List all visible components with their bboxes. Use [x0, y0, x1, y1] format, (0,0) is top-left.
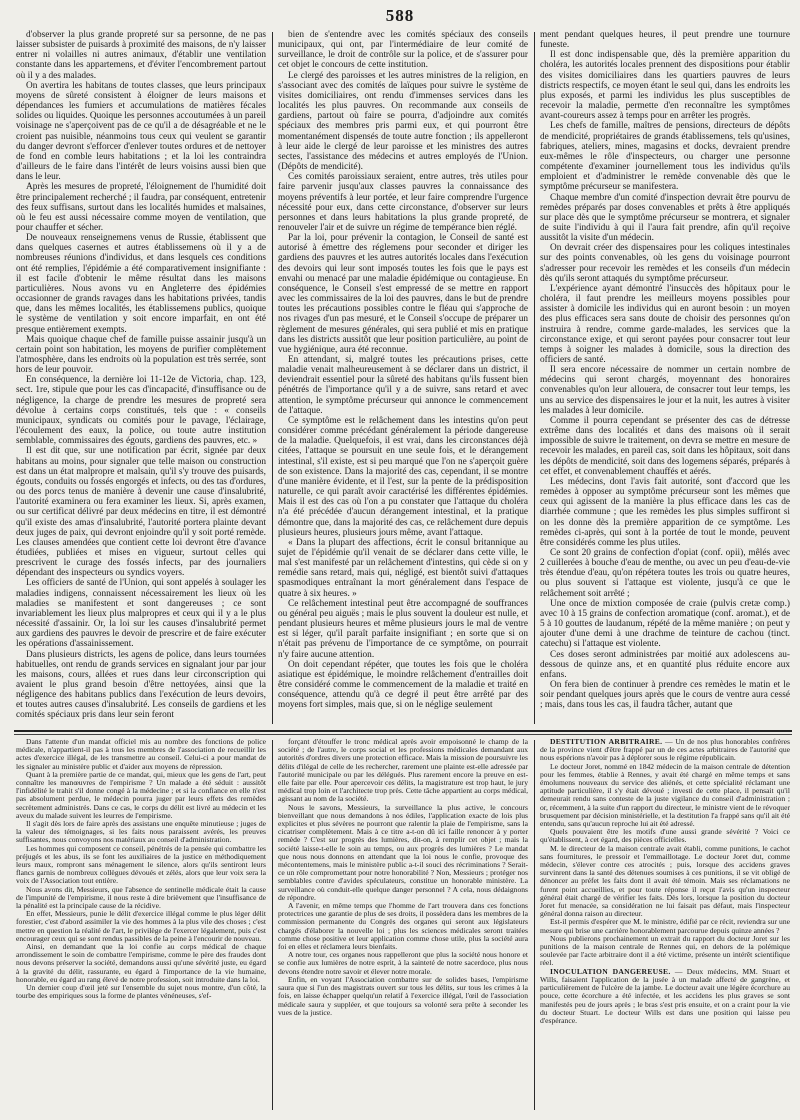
paragraph: A notre tour, ces organes nous rappelleront que plus la société nous honore et se confie aux lumières de notre esprit, à la sainteté de notre sacerdoce, plus nous devons étendre notre savoir et élever notre morale. — [278, 950, 528, 976]
paragraph: forçant d'étouffer le tronc médical après avoir empoisonné le champ de la société ; de l'autre, le corps social et les professions médicales demandant aux autorités d'ordres divers une protection efficace. Mais la mission de poursuivre les délits d'ilégal de celle de les rechercher, rarement une plainte est-elle adressée par l'autorité municipale ou par les délégués. Plus rarement encore la preuve en est-elle faite par elle. Pour apercevoir ces délits, la magistrature est trop haut, le jury médical trop loin et l'architecte trop près. Cette tâche appartient au corps médical, agissant au nom de la société. — [278, 738, 528, 804]
paragraph: On avertira les habitans de toutes classes, que leurs principaux moyens de sûreté consistent à éloigner de leurs maisons et dépendances les fumiers et accumulations de matières fécales solides ou liquides. Quoique les personnes accoutumées à un pareil voisinage ne s'aperçoivent pas de ce qu'il a de désagréable et ne le croient pas nuisible, néanmoins tous ceux qui veulent se garantir du danger devront s'efforcer d'enlever toutes ordures et de nettoyer de fond en comble leurs habitations ; et la loi les contraindra d'ailleurs de le faire dans l'intérêt de leurs voisins aussi bien que dans le leur. — [16, 80, 266, 183]
paragraph: On devrait créer des dispensaires pour les coliques intestinales sur des points convenables, où les gens du voisinage pourront s'adresser pour recevoir les remèdes et les conseils d'un médecin dès qu'ils seront attaqués du symptôme précurseur. — [540, 243, 790, 284]
paragraph: Nous publierons prochainement un extrait du rapport du docteur Joret sur les punitions de la maison centrale de Rennes qui, en dehors de la polémique soulevée par l'acte arbitraire dont il a été victime, présente un intérêt scientifique réel. — [540, 933, 790, 968]
paragraph: En effet, Messieurs, punie le délit d'exercice illégal comme le plus léger délit forestier, c'est d'abord assimiler la vie des hommes à la plus vile des choses ; c'est mettre en question la réalité de l'art, le privilège de l'exercer légalement, puis c'est encourager ceux qui se sont rendus passibles de la peine à l'encourir de nouveau. — [16, 909, 266, 943]
paragraph: L'expérience ayant démontré l'insuccès des hôpitaux pour le choléra, il faut prendre les meilleurs moyens possibles pour assister à domicile les individus qui en auront besoin : un moyen des plus efficaces sera sans doute de choisir des personnes qu'on instruira à rendre, comme garde-malades, les services que la circonstance exige, et qui seront payées pour consacrer tout leur temps à soigner les malades à domicile, sous la direction des officiers de santé. — [540, 283, 790, 365]
paragraph: On doit cependant répéter, que toutes les fois que le choléra asiatique est épidémique, le moindre relâchement d'entrailles doit être considéré comme le commencement de la maladie et traité en conséquence, attendu qu'à ce degré il peut être arrêté par des moyens fort simples, mais que, si on le néglige seulement — [278, 659, 528, 711]
paragraph: Nous le savons, Messieurs, la surveillance la plus active, le concours bienveillant que nous demandons à nos édiles, l'application exacte de lois plus explicites et plus sévères ne pourront que ralentir la plaie de l'empirisme, sans la cicatriser complètement. Mais à ce titre a-t-on dû ici faille renoncer à y porter remède ? C'est sur progrès des lumières, dit-on, à remplir cet objet ; mais la société laisse-t-elle le soin au temps, ou aux progrès des lumières ? Le mandat que nous nous donnons en attendant que la loi nous le confie, provoque des mécontentemens, mais le ministère public a-t-il souci des récriminations ? Serait-ce un rôle compromettant pour notre honorabilité ? Non, Messieurs ; protéger nos semblables contre d'avides spéculateurs, constitue un honorable ministère. La surveillance où conduit-elle quelque danger personnel ? A cela, nous dédaignons de répondre. — [278, 802, 528, 902]
news-item-destitution — [540, 738, 790, 763]
column-divider — [272, 740, 273, 1110]
paragraph: On fera bien de continuer à prendre ces remèdes le matin et le soir pendant quelques jours après que le cours de ventre aura cessé ; mais, dans tous les cas, il faudra tâcher, autant que — [540, 680, 790, 711]
page-number: 588 — [385, 6, 415, 25]
paragraph: En conséquence, la dernière loi 11-12e de Victoria, chap. 123, sect. 1re, stipule que pour les cas d'incapacité, d'insuffisance ou de négligence, la charge de prendre les mesures de propreté sera dévolue à certains corps constitués, tels que : « conseils municipaux, syndicats ou comités pour le pavage, l'éclairage, l'écoulement des eaux, la police, ou toute autre institution semblable, commissaires des égouts, gardiens des pauvres, etc. » — [16, 375, 266, 447]
paragraph: Chaque membre d'un comité d'inspection devrait être pourvu de remèdes préparés par doses convenables et prêts à être appliqués sur place dès que le symptôme précurseur se montrera, et signaler de suite l'individu à qui il l'aura fait prendre, afin qu'il reçoive aussitôt la visite d'un médecin. — [540, 192, 790, 244]
paragraph: — Un de nos plus honorables confrères de la province vient d'être frappé par un de ces actes arbitraires de l'autorité que nous espérions n'avoir pas à déplorer sous le régime républicain. — [540, 738, 790, 763]
news-item-inoculation — [540, 968, 790, 1025]
paragraph: Les chefs de famille, maîtres de pensions, directeurs de dépôts de mendicité, propriétaires de grands établissemens, tels qu'usines, fabriques, ateliers, mines, magasins et docks, devraient prendre eux-mêmes le rôle d'inspecteurs, ou charger une personne compétente d'examiner journellement tous les individus qu'ils emploient et d'administrer le remède convenable dès que le symptôme précurseur se manifestera. — [540, 121, 790, 193]
paragraph: ment pendant quelques heures, il peut prendre une tournure funeste. — [540, 30, 790, 51]
paragraph: Les médecins, dont l'avis fait autorité, sont d'accord que les remèdes à opposer au symptôme précurseur sont les mêmes que ceux qui agissent de la manière la plus efficace dans les cas de diarrhée commune ; que les remèdes les plus simples suffiront si on les donne dès la première apparition de ce symptôme. Les remèdes ci-après, qui sont à la portée de tout le monde, peuvent être considérés comme les plus utiles. — [540, 476, 790, 548]
section-separator-thin — [14, 734, 792, 735]
paragraph: Est-il permis d'espérer que M. le ministre, édifié par ce récit, reviendra sur une mesure qui brise une carrière honorablement parcourue depuis quinze années ? — [540, 917, 790, 935]
column-divider — [534, 32, 535, 724]
paragraph: Comme il pourra cependant se présenter des cas de détresse extrême dans des localités et dans des maisons où il serait impossible de suivre le traitement, on devra se mettre en mesure de recevoir les malades, en pareil cas, soit dans les hôpitaux, soit dans les dépôts de mendicité, soit dans des logemens séparés, préparés à cet effet, et convenablement chauffés et aérés. — [540, 415, 790, 477]
paragraph: Il est donc indispensable que, dès la première apparition du choléra, les autorités locales prennent des dispositions pour établir des visites domiciliaires dans les quartiers pauvres de leurs districts respectifs, ce moyen étant le seul qui, dans les endroits les plus exposés, et parmi les individus les plus susceptibles de recevoir la maladie, permette d'en reconnaître les symptômes avant-coureurs assez à temps pour en arrêter les progrès. — [540, 50, 790, 122]
paragraph: Ce sont 20 grains de confection d'opiat (conf. opii), mêlés avec 2 cuillerées à bouche d'eau de menthe, ou avec un peu d'eau-de-vie très étendue d'eau, qu'on répétera toutes les trois ou quatre heures, ou plus souvent si l'attaque est violente, jusqu'à ce que le relâchement soit arrêté ; — [540, 547, 790, 599]
paragraph: « Dans la plupart des affections, écrit le consul britannique au sujet de l'épidémie qu'il venait de se déclarer dans cette ville, le mal s'est manifesté par un relâchement d'intestins, qui cède si on y remédie sans retard, mais qui, négligé, est bientôt suivi d'attaques spasmodiques entraînant la mort généralement dans l'espace de quatre à six heures. » — [278, 537, 528, 599]
paragraph: Un dernier coup d'œil jeté sur l'ensemble du sujet nous montre, d'un côté, la tourbe des empiriques sous la forme de plantes vénéneuses, s'ef- — [16, 983, 266, 1001]
paragraph: En attendant, si, malgré toutes les précautions prises, cette maladie venait malheureusement à se déclarer dans un district, il deviendrait essentiel pour la sûreté des habitans qu'ils fussent bien pénétrés de l'importance qu'il y a de suivre, sans retard et avec attention, le symptôme précurseur qui annonce le commencement de l'attaque. — [278, 355, 528, 416]
column-divider — [272, 32, 273, 724]
paragraph: M. le directeur de la maison centrale avait établi, comme punitions, le cachot sans fournitures, le pressoir et l'emmaillotage. Le docteur Joret dut, comme médecin, s'élever contre ces atrocités ; puis, lorsque des accidens graves survinrent dans la santé des détenues soumises à ces punitions, il se vit obligé de dénoncer au préfet les faits dont il avait été témoin. Mais ses réclamations ne furent point accueillies, et pour toute réponse il reçut l'avis qu'un inspecteur général était chargé de vérifier les faits. Dès lors, lorsque la position du docteur Joret fut menacée, sa considération ne lui faisait pas défaut, mais l'inspecteur général donna raison au directeur. — [540, 843, 790, 919]
paragraph: Une once de mixtion composée de craie (pulvis cretæ comp.) avec 10 à 15 grains de confection aromatique (conf. aromat.), et de 5 à 10 gouttes de laudanum, répété de la même manière ; on peut y ajouter d'une demi à une drachme de teinture de cachou (tinct. catechu) si l'attaque est violente. — [540, 598, 790, 650]
paragraph: Dans l'attente d'un mandat officiel mis au nombre des fonctions de police médicale, n'appartient-il pas à tous les membres de l'association de recueillir les actes d'exercice illégal, de les transmettre au conseil. Celui-ci a pour mandat de les signaler au ministère public et d'aider aux moyens de répression. — [16, 738, 266, 771]
paragraph: Mais quoique chaque chef de famille puisse assainir jusqu'à un certain point son habitation, les moyens de purifier complètement l'atmosphère, dans les endroits où la population est très serrée, sont hors de leur pouvoir. — [16, 334, 266, 376]
paragraph: Ce symptôme est le relâchement dans les intestins qu'on peut considérer comme précédant généralement la période dangereuse de la maladie. Quelquefois, il est vrai, dans les circonstances déjà citées, l'attaque se poursuit en une seule fois, et le dérangement intestinal, s'il existe, est si peu marqué que l'on ne s'aperçoit guère de son existence. Dans la majorité des cas, cependant, il se montre d'une manière évidente, et il l'est, sur la pente de la prédisposition naturelle, ce qui paraît avoir caractérisé les différentes épidémies. Mais il est des cas où l'on a pu constater que l'attaque du choléra n'a été précédée d'aucun dérangement intestinal, et la pratique démontre que, dans la majorité des cas, ce relâchement dure depuis plusieurs heures, plusieurs jours même, avant l'attaque. — [278, 415, 528, 538]
paragraph: Il s'agit dès lors de faire après des assistans une enquête minutieuse ; juges de la valeur des témoignages, si les faits nous paraissent avérés, les preuves suffisantes, nous convoyons nos matériaux au conseil d'administration. — [16, 819, 266, 845]
paragraph: Les hommes qui composent ce conseil, pénétrés de la pensée qui combattre les préjugés et les abus, ils se font les auxiliaires de la justice en méthodiquement leurs maux, rompront sans ménagement le silence, alors qu'ils sentiront leurs flancs garnis de nombreux collègues dévoués et zélés, alors que leur voix sera la voix de l'Association tout entière. — [16, 843, 266, 886]
paragraph: Quels pouvaient être les motifs d'une aussi grande sévérité ? Voici ce qu'établissent, à cet égard, des pièces officielles. — [540, 827, 790, 845]
paragraph: Ce relâchement intestinal peut être accompagné de souffrances ou général peu aiguës ; mais le plus souvent la douleur est nulle, et pendant plusieurs heures et même plusieurs jours le mal de ventre est si léger, qu'il paraît parfaite insignifiant ; en sorte que si on n'était pas prévenu de l'importance de ce symptôme, on pourrait n'y faire aucune attention. — [278, 598, 528, 660]
paragraph: bien de s'entendre avec les comités spéciaux des conseils municipaux, qui ont, par l'intermédiaire de leur comité de surveillance, le droit de contrôle sur la police, et de s'assurer pour cet objet le concours de cette institution. — [278, 30, 528, 71]
paragraph: Les officiers de santé de l'Union, qui sont appelés à soulager les maladies indigens, connaissent nécessairement les lieux où les maladies se manifestent et sont dangereuses ; ce sont invariablement les lieux plus malpropres et ceux qui il y a le plus nécessité d'assainir. Or, la loi sur les causes d'insalubrité permet aux gardiens des pauvres le devoir de prescrire et de faire exécuter les opérations d'assainissement. — [16, 578, 266, 650]
lower-column-3 — [540, 738, 790, 1112]
news-heading: DESTITUTION ARBITRAIRE. — [550, 738, 663, 746]
paragraph: Ces doses seront administrées par moitié aux adolescens au-dessous de quinze ans, et en quantité plus réduite encore aux enfans. — [540, 649, 790, 680]
paragraph: Enfin, en voyant l'Association combattre sur de solides bases, l'empirisme saura que si l'un des magistrats ouvert sur tous les délits, sur tous les crimes à la fois, en laisse échapper quelqu'un relatif à l'exercice illégal, l'œil de l'association médicale saura y suppléer, et que toujours sa volonté sera prête à seconder les vues de la justice. — [278, 974, 528, 1017]
paragraph: Après les mesures de propreté, l'éloignement de l'humidité doit être principalement recherché ; il faudra, par conséquent, entretenir des feux suffisans, surtout dans les localités humides et malsaines, où le feu est aussi nécessaire comme moyen de ventilation, que pour chauffer et sécher. — [16, 182, 266, 233]
paragraph: — Deux médecins, MM. Stuart et Wills, faisaient l'application de la jusée à un malade affecté de gangrène, et particulièrement de l'ulcère de la jambe. Le docteur avait une légère écorchure au pouce, cette écorchure a été infectée, et les accidens les plus graves se sont manifestés peu de jours après ; le bras s'est pris ensuite, et on a craint pour la vie du docteur Stuart. Le docteur Wills est dans une position qui laisse peu d'espérance. — [540, 966, 790, 1025]
lower-column-2 — [278, 738, 528, 1112]
paragraph: d'observer la plus grande propreté sur sa personne, de ne pas laisser subsister de puisards à proximité des maisons, de n'y laisser entrer ni volailles ni autres animaux, d'établir une ventilation constante dans les appartemens, et d'éviter l'encombrement partout où il y a des malades. — [16, 30, 266, 81]
paragraph: Il sera encore nécessaire de nommer un certain nombre de médecins qui seront chargés, moyennant des honoraires convenables qu'on leur allouera, de consacrer tout leur temps, les uns au service des dispensaires le jour et la nuit, les autres à visiter les malades à leur domicile. — [540, 365, 790, 416]
paragraph: Ainsi, en demandant que la loi confie au corps médical de chaque arrondissement le soin de combattre l'empirisme, comme le père des fraudes dont nous devons préserver la société, demandons aussi qu'une sévérité juste, eu égard à la gravité du délit, rassurante, eu égard à l'importance de la vie humaine, honorable, eu égard au rang élevé de notre profession, soit introduite dans la loi. — [16, 942, 266, 984]
paragraph: Ces comités paroissiaux seraient, entre autres, très utiles pour faire parvenir jusqu'aux classes pauvres la connaissance des moyens préventifs à leur portée, et leur faire comprendre l'urgence nécessité pour eux, dans cette circonstance, d'observer sur leurs personnes et dans leurs habitations la plus grande propreté, de renouveler l'air et de suivre un régime de tempérance bien réglé. — [278, 172, 528, 233]
paragraph: Par la loi, pour prévenir la contagion, le Conseil de santé est autorisé à émettre des réglemens pour seconder et diriger les gardiens des pauvres et les autres autorités locales dans l'exécution des devoirs qui leur sont imposés toutes les fois que le pays est envahi ou menacé par une maladie épidémique ou contagieuse. En conséquence, le Conseil s'est empressé de se mettre en rapport avec les commissaires de la loi des pauvres, dans le but de prendre toutes les précautions possibles contre le fléau qui s'approche de nos rivages d'un pas mesuré, et le Conseil s'occupe de préparer un règlement de mesures générales, qui sera publié et mis en pratique dans les districts aussitôt que leur position particulière, au point de vue hygiénique, aura été reconnue. — [278, 233, 528, 355]
section-separator — [14, 730, 792, 732]
paragraph: Dans plusieurs districts, les agens de police, dans leurs tournées habituelles, ont rendu de grands services en signalant jour par jour les maisons, cours, allées et rues dans leur circonscription qui avaient le plus grand besoin d'être nettoyées, ainsi que la négligence des habitans publics dans l'exécution de leurs devoirs, et toutes autres causes d'insalubrité. Les conseils de gardiens et les comités spéciaux pris dans leur sein feront — [16, 649, 266, 721]
paragraph: A l'avenir, en même temps que l'homme de l'art trouvera dans ces fonctions protectrices une garantie de plus de ses droits, il possèdera dans les membres de la commission permanente du Congrès des organes qui seront aux législateurs chargés d'élaborer la nouvelle loi ; plus les sciences médicales seront traitées comme chose positive et leur application comme chose utile, plus la société aura foi en elles et réclamera leurs bienfaits. — [278, 901, 528, 952]
paragraph: De nouveaux renseignemens venus de Russie, établissent que dans quelques casernes et autres établissemens où il y a de nombreuses réunions d'individus, et dans lesquels ces conditions ont été remplies, l'épidémie a été comparativement insignifiante : il est facile d'obtenir le même résultat dans les maisons particulières. Nous avons vu en Angleterre des épidémies occasionner de grands ravages dans les habitations privées, tandis que, dans les mêmes localités, les établissemens publics, quoique le système de ventilation y soit encore imparfait, en ont été presque entièrement exempts. — [16, 233, 266, 335]
column-divider — [534, 740, 535, 1110]
upper-column-2 — [278, 30, 528, 726]
upper-column-3 — [540, 30, 790, 726]
paragraph: Le docteur Joret, nommé en 1842 médecin de la maison centrale de détention pour les femmes, établie à Rennes, y avait été chargé en même temps et sans émolumens nouveaux du service des aliénés, et cette spécialité réclamant une aptitude particulière, il s'y était dévoué ; investi de cette place, il pensait qu'il demeurait rendu sans conteste de la juste vigilance du conseil d'administration ; or, récemment, à la suite d'un rapport du directeur, le ministre vient de le révoquer brusquement par décision ministérielle, et la destitution l'a frappé sans qu'il ait été entendu, sans qu'aucun reproche lui ait été adressé. — [540, 761, 790, 829]
paragraph: Il est dit que, sur une notification par écrit, signée par deux habitans au moins, pour signaler que telle maison ou construction est dans un état malpropre et malsain, qu'il s'y trouve des puisards, égouts, conduits ou fossés engorgés et infects, ou des tas d'ordures, ou des porcs tenus de manière à devenir une cause d'insalubrité, l'autorité examinera ou fera examiner les lieux. Si, après examen, ou sur certificat délivré par deux médecins en titre, il est démontré qu'il existe des amas d'insalubrité, l'autorité portera plainte devant deux juges de paix, qui devront enjoindre qu'il y soit porté remède. Les clauses amendées que contient cette loi devront être d'avance étudiées, publiées et mises en vigueur, surtout celles qui prescrivent le curage des fossés infects, par des journaliers dépendant des inspecteurs ou syndics voyers. — [16, 446, 266, 579]
news-heading: INOCULATION DANGEREUSE. — [550, 966, 671, 976]
lower-column-1 — [16, 738, 266, 1112]
upper-column-1 — [16, 30, 266, 726]
paragraph: Quant à la première partie de ce mandat, qui, mieux que les gens de l'art, peut connaître les manœuvres de l'empirisme ? Un malade a été séduit : aussitôt l'infidélité le trahit s'il donne congé à la médecine ; et si la confiance en elle n'est pas absolument perdue, le médecin pourra juger par leurs effets des remèdes secrètement administrés. Dans ce cas, le corps du délit est livré au médecin et les aveux du malade suivent les leurres de l'empirisme. — [16, 769, 266, 820]
paragraph: Le clergé des paroisses et les autres ministres de la religion, en s'associant avec des comités de laïques pour suivre le système de visites domiciliaires, ont rendu d'immenses services dans les localités les plus pauvres. On recommande aux conseils de gardiens, partout où faire se pourra, d'adjoindre aux comités spéciaux des membres pris parmi eux, et qui pourront être momentanément dispensés de toute autre fonction ; ils appelleront à leur aide le clergé de leur paroisse et les ministres des autres sectes, l'assistance des médecins et autres employés de l'Union. (Dépôts de mendicité). — [278, 70, 528, 173]
paragraph: Nous avons dit, Messieurs, que l'absence de sentinelle médicale était la cause de l'impunité de l'empirisme, il nous reste à dire brièvement que l'insuffisance de la pénalité est la principale cause de la récidive. — [16, 884, 266, 911]
